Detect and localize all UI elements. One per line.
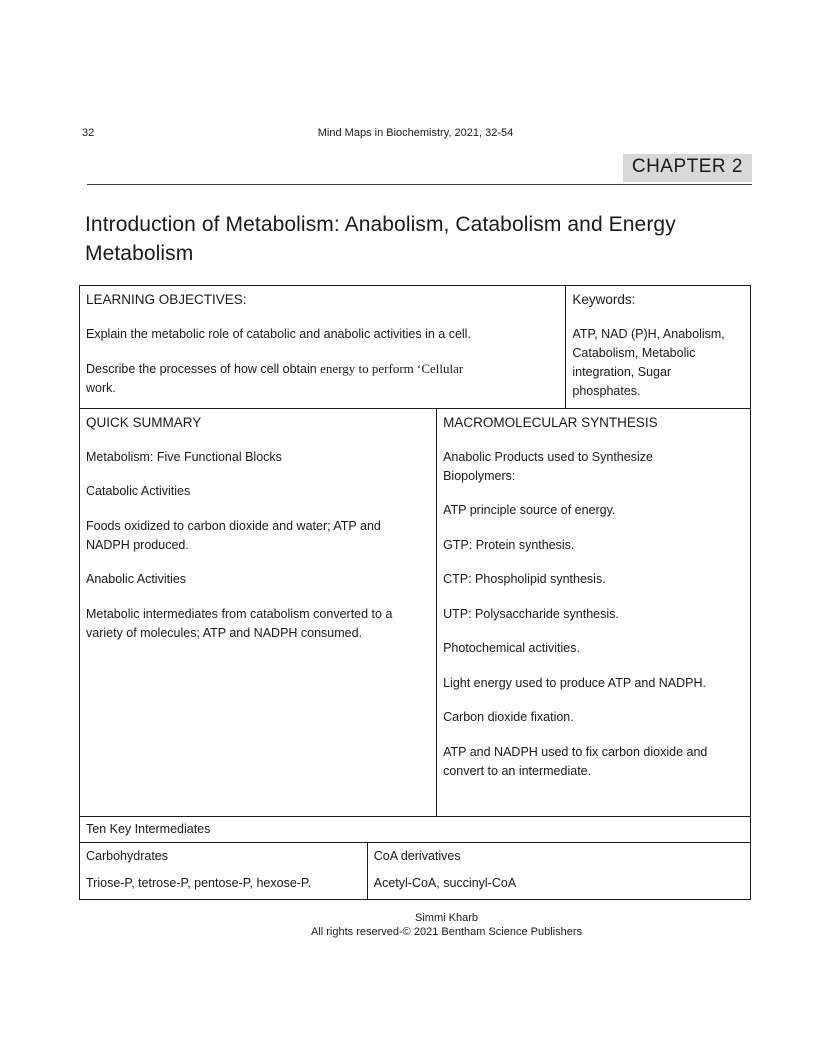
objective-2-serif: energy to perform ‘Cellular: [320, 361, 464, 376]
carbohydrates-items: Triose-P, tetrose-P, pentose-P, hexose-P.: [86, 876, 312, 890]
objectives-keywords-row: [80, 286, 750, 408]
macromolecular-paragraph: Carbon dioxide fixation.: [443, 710, 574, 724]
summary-table: [79, 285, 751, 900]
objective-2-end: work.: [86, 381, 116, 395]
ten-key-intermediates-cell: [80, 817, 750, 842]
ten-key-intermediates-heading: Ten Key Intermediates: [86, 822, 211, 836]
objective-2: [86, 359, 563, 398]
page-footer: [110, 911, 783, 939]
quick-summary-paragraph: Foods oxidized to carbon dioxide and water; ATP and NADPH produced.: [86, 518, 381, 552]
coa-derivatives-cell: [367, 843, 750, 899]
carbohydrates-cell: [80, 843, 367, 899]
running-header: [79, 126, 752, 140]
intermediates-row: [80, 842, 750, 899]
keywords-list: ATP, NAD (P)H, Anabolism, Catabolism, Metabolic integration, Sugar phosphates.: [572, 326, 725, 398]
header-rule: [87, 184, 752, 185]
macromolecular-paragraph: ATP principle source of energy.: [443, 503, 616, 517]
footer-rights: All rights reserved-© 2021 Bentham Science Publishers: [310, 926, 582, 938]
quick-summary-paragraph: Anabolic Activities: [86, 572, 187, 586]
quick-summary-paragraph: Metabolic intermediates from catabolism converted to a variety of molecules; ATP and NADPH consumed.: [86, 606, 393, 640]
coa-derivatives-items: Acetyl-CoA, succinyl-CoA: [373, 876, 517, 890]
macromolecular-paragraph: GTP: Protein synthesis.: [443, 537, 575, 552]
chapter-row: [79, 154, 752, 182]
ten-key-intermediates-row: [80, 816, 750, 842]
summary-synthesis-row: [80, 408, 750, 816]
quick-summary-paragraph: Metabolism: Five Functional Blocks: [86, 449, 282, 464]
page-title: Introduction of Metabolism: Anabolism, Catabolism and Energy Metabolism: [85, 213, 676, 265]
chapter-badge: CHAPTER 2: [623, 154, 752, 182]
page-number: 32: [82, 127, 95, 139]
macromolecular-synthesis-heading: MACROMOLECULAR SYNTHESIS: [443, 415, 658, 430]
coa-derivatives-heading: CoA derivatives: [373, 849, 461, 863]
keywords-cell: [565, 286, 750, 408]
keywords-heading: Keywords:: [572, 292, 636, 307]
macromolecular-paragraph: Anabolic Products used to Synthesize Biopolymers:: [443, 449, 653, 483]
footer-author: Simmi Kharb: [415, 912, 478, 924]
macromolecular-paragraph: ATP and NADPH used to fix carbon dioxide and convert to an intermediate.: [443, 744, 708, 778]
learning-objectives-heading: LEARNING OBJECTIVES:: [86, 292, 247, 307]
macromolecular-paragraph: Light energy used to produce ATP and NADPH.: [443, 675, 706, 690]
learning-objectives-cell: [80, 286, 565, 408]
journal-running-title: Mind Maps in Biochemistry, 2021, 32-54: [317, 127, 514, 139]
macromolecular-paragraph: Photochemical activities.: [443, 641, 580, 655]
quick-summary-heading: QUICK SUMMARY: [86, 415, 202, 430]
quick-summary-cell: [80, 409, 436, 816]
carbohydrates-heading: Carbohydrates: [86, 849, 168, 863]
quick-summary-paragraph: Catabolic Activities: [86, 484, 191, 498]
macromolecular-synthesis-cell: [436, 409, 750, 816]
objective-2-sans: Describe the processes of how cell obtain: [86, 362, 321, 376]
objective-1: Explain the metabolic role of catabolic and anabolic activities in a cell.: [86, 326, 471, 341]
macromolecular-paragraph: UTP: Polysaccharide synthesis.: [443, 606, 619, 621]
macromolecular-paragraph: CTP: Phospholipid synthesis.: [443, 572, 606, 586]
